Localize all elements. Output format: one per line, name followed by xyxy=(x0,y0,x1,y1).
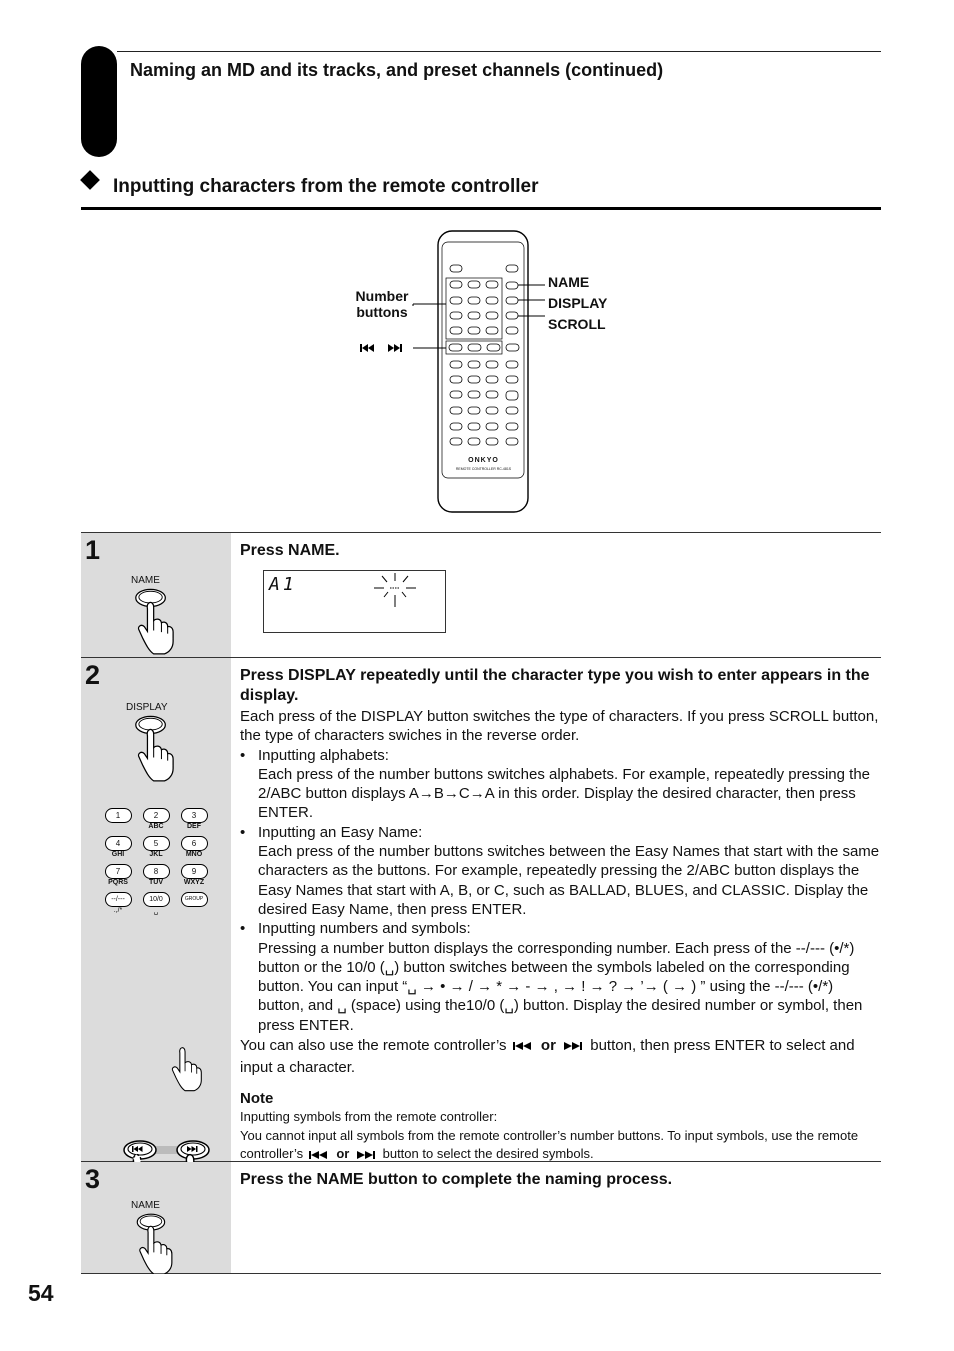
step-number: 1 xyxy=(85,535,101,565)
list-item-text: Each press of the number buttons switches alphabets. For example, repeatedly pressing the 2/ABC button displays A→B→C→A in this order. Display the desired character, then press ENTER. xyxy=(258,765,871,822)
key-sublabel xyxy=(175,907,213,917)
step-1-illustration xyxy=(81,533,231,657)
key-5 xyxy=(137,836,175,861)
note-line-3: button to select the desired symbols. xyxy=(382,1146,594,1162)
key-sublabel: DEF xyxy=(187,823,201,830)
key-label: 1 xyxy=(105,808,132,823)
step-number: 3 xyxy=(85,1164,101,1194)
key-10-0 xyxy=(137,892,175,917)
key-9 xyxy=(175,864,213,889)
key-label: 4 xyxy=(105,836,132,851)
step-2-illustration xyxy=(81,658,231,1161)
key-sublabel: ␣ xyxy=(153,908,159,915)
remote-model-text: REMOTE CONTROLLER RC-481S xyxy=(455,467,512,471)
number-keypad xyxy=(99,808,211,917)
skip-forward-icon xyxy=(560,1041,586,1051)
skip-back-icon xyxy=(511,1041,537,1051)
name-button-caption: NAME xyxy=(131,1200,160,1211)
key-sublabel: GHI xyxy=(111,851,125,858)
step-3-content xyxy=(231,1162,881,1273)
key-4 xyxy=(99,836,137,861)
list-item-text: Pressing a number button displays the corresponding number. Each press of the --/--- (•/*) button or the 10/0 (␣) button switches between the symbols labeled on the corresponding button. You can input “␣ → • → / → * → - → , → ! → ? → ’→ ( → ) ” using the --/--- (•/*) button, and ␣ (space) using the10/0 (␣) button. Display the desired number or symbol, then press ENTER. xyxy=(258,939,863,1034)
key-3 xyxy=(175,808,213,833)
step-2-intro: Each press of the DISPLAY button switches the type of characters. If you press SCROLL button, the type of characters swiches in the reverse order. xyxy=(240,708,879,745)
key-8 xyxy=(137,864,175,889)
display-text: A1 xyxy=(269,574,297,595)
key-label: 10/0 xyxy=(143,892,170,907)
step-3 xyxy=(81,1162,881,1274)
remote-controller-icon xyxy=(340,228,640,518)
skip-back-icon xyxy=(307,1150,333,1160)
section-rule xyxy=(81,207,881,210)
key-label: GROUP xyxy=(181,892,208,907)
key-label: --/--- xyxy=(105,892,132,907)
key-label: 5 xyxy=(143,836,170,851)
display-button-caption: DISPLAY xyxy=(126,702,168,713)
key-sublabel: .,/* xyxy=(113,907,123,914)
key-group xyxy=(175,892,213,917)
key-sublabel: PQRS xyxy=(108,879,128,886)
skip-buttons-tip xyxy=(240,1035,881,1079)
list-item-text: Each press of the number buttons switches between the Easy Names that start with the same characters as the buttons. For example, repeatedly pressing the 2/ABC button displays the Easy Names that start with A, B, or C, such as BALLAD, BLUES, and CLASSIC. Display the desired Easy Name, then press ENTER. xyxy=(258,843,880,918)
scroll-button-label: SCROLL xyxy=(548,316,606,332)
section-tab-marker xyxy=(81,46,117,157)
step-number: 2 xyxy=(85,660,101,690)
key-sublabel: MNO xyxy=(185,851,203,858)
list-item: • Inputting an Easy Name: Each press of the number buttons switches between the Easy Names that start with the same characters as the buttons. For example, repeatedly pressing the 2/ABC button displays the Easy Names that start with A, B, or C, such as BALLAD, BLUES, and CLASSIC. Display the desired Easy Name, then press ENTER. xyxy=(240,823,880,918)
number-buttons-label-line1: Number xyxy=(355,288,409,304)
list-item: • Inputting numbers and symbols: Pressing a number button displays the corresponding number. Each press of the --/--- (•/*) button or the 10/0 (␣) button switches between the symbols labeled on the corresponding button. You can input “␣ → • → / → * → - → , → ! → ? → ’→ ( → ) ” using the --/--- (•/*) button, and ␣ (space) using the10/0 (␣) button. Display the desired number or symbol, then press ENTER. xyxy=(240,919,881,1035)
key-dash xyxy=(99,892,137,917)
step-3-illustration xyxy=(81,1162,231,1273)
note-or: or xyxy=(336,1146,350,1162)
step-2-heading: Press DISPLAY repeatedly until the character type you wish to enter appears in the display. xyxy=(240,667,870,704)
step-2 xyxy=(81,658,881,1162)
steps-table xyxy=(81,532,881,1274)
step-2-content xyxy=(231,658,881,1161)
input-modes-list xyxy=(240,746,881,1035)
step-1-content xyxy=(231,533,881,657)
key-label: 3 xyxy=(181,808,208,823)
key-sublabel: TUV xyxy=(149,879,163,886)
name-button-press-icon xyxy=(126,587,186,657)
number-buttons-label xyxy=(352,288,412,320)
step-1-heading: Press NAME. xyxy=(240,542,340,559)
key-7 xyxy=(99,864,137,889)
key-2 xyxy=(137,808,175,833)
key-sublabel: WXYZ xyxy=(183,879,205,886)
key-label: 7 xyxy=(105,864,132,879)
key-sublabel: JKL xyxy=(149,851,163,858)
page-header-title: Naming an MD and its tracks, and preset channels (continued) xyxy=(130,60,664,80)
name-button-label: NAME xyxy=(548,274,590,290)
list-item: • Inputting alphabets: Each press of the number buttons switches alphabets. For example, repeatedly pressing the 2/ABC button displays A→B→C→A in this order. Display the desired character, then press ENTER. xyxy=(240,746,881,823)
tip-or: or xyxy=(540,1037,556,1055)
key-1 xyxy=(99,808,137,833)
step-1 xyxy=(81,533,881,658)
tip-text-2: button, then press ENTER to select and input a character. xyxy=(240,1037,855,1077)
number-buttons-label-line2: buttons xyxy=(356,304,408,320)
display-button-press-icon xyxy=(126,714,186,784)
note-title: Note xyxy=(240,1090,274,1108)
tip-text-1: You can also use the remote controller’s xyxy=(240,1037,507,1055)
hand-pressing-10-0-icon xyxy=(165,1040,209,1092)
step-3-heading: Press the NAME button to complete the naming process. xyxy=(240,1171,673,1188)
display-panel xyxy=(263,570,446,633)
key-label: 2 xyxy=(143,808,170,823)
remote-brand-logo: ONKYO xyxy=(468,457,499,464)
list-item-title: Inputting numbers and symbols: xyxy=(258,920,471,938)
note-body xyxy=(240,1127,881,1164)
key-sublabel xyxy=(99,823,137,833)
note-line-2: You cannot input all symbols from the remote controller’s number buttons. To input symbols, use the remote controller’s xyxy=(240,1127,859,1162)
remote-controller-illustration xyxy=(340,228,640,518)
name-button-press-icon xyxy=(126,1212,186,1274)
list-item-title: Inputting alphabets: xyxy=(258,746,389,764)
key-6 xyxy=(175,836,213,861)
name-button-caption: NAME xyxy=(131,575,160,586)
display-button-label: DISPLAY xyxy=(548,295,608,311)
diamond-bullet-icon xyxy=(80,170,100,190)
section-title: Inputting characters from the remote controller xyxy=(113,176,539,197)
key-label: 6 xyxy=(181,836,208,851)
note-line-1: Inputting symbols from the remote controller: xyxy=(240,1109,498,1125)
list-item-title: Inputting an Easy Name: xyxy=(258,823,423,841)
skip-forward-icon xyxy=(353,1150,379,1160)
header-rule xyxy=(117,51,881,52)
page-number: 54 xyxy=(28,1280,54,1306)
key-label: 8 xyxy=(143,864,170,879)
key-sublabel: ABC xyxy=(148,823,164,830)
key-label: 9 xyxy=(181,864,208,879)
blinking-cursor-icon xyxy=(372,571,418,611)
